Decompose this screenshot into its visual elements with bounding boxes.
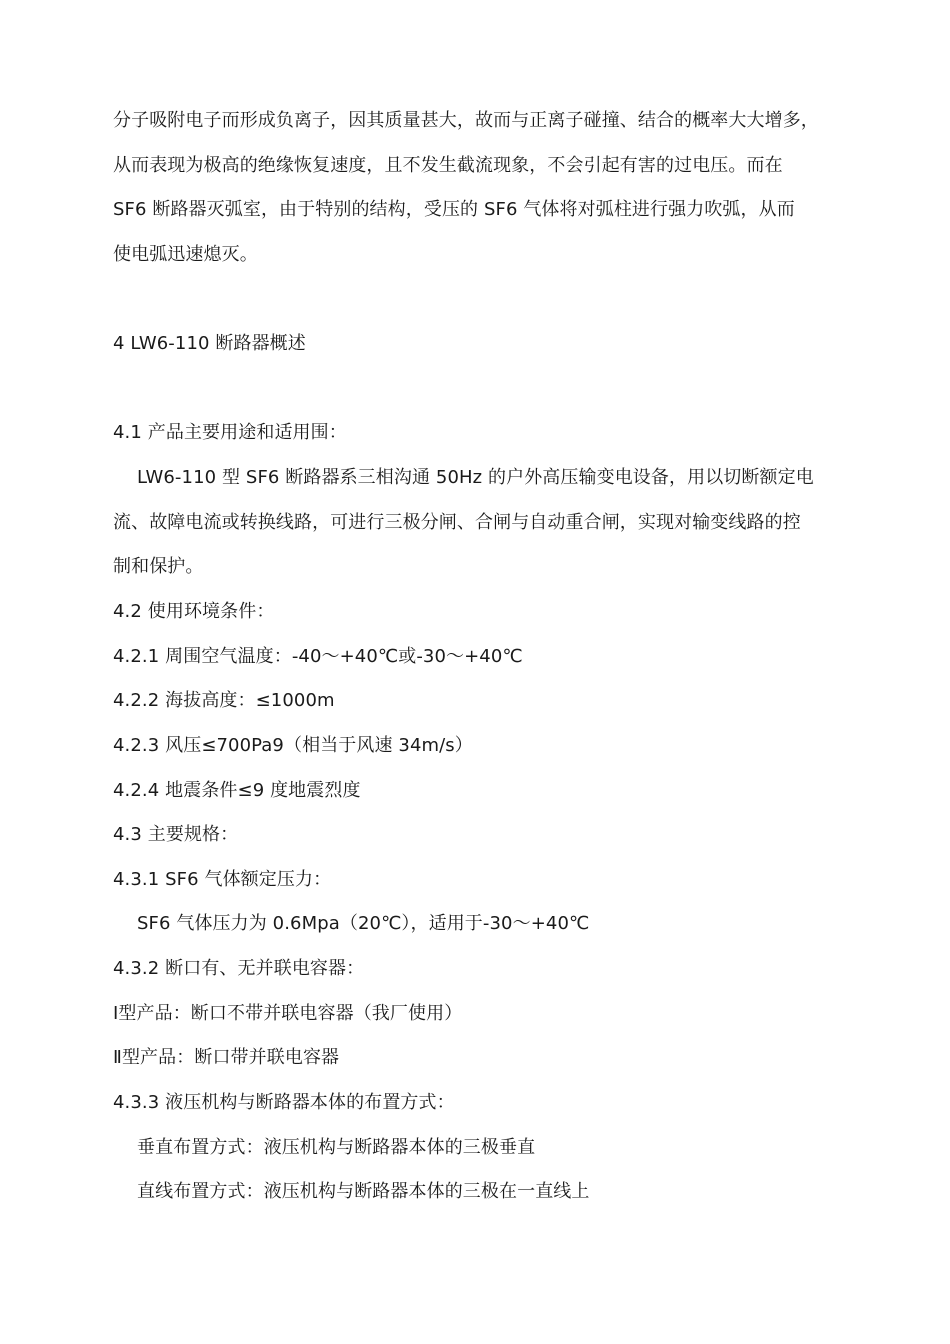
intro-line-3: SF6 断路器灭弧室，由于特别的结构，受压的 SF6 气体将对弧柱进行强力吹弧，从而 <box>113 199 795 220</box>
intro-line-4: 使电弧迅速熄灭。 <box>113 244 258 265</box>
section-4-1-body-line-1: LW6-110 型 SF6 断路器系三相沟通 50Hz 的户外高压输变电设备，用以切断额定电 <box>137 467 814 488</box>
section-4-3-1-heading: 4.3.1 SF6 气体额定压力： <box>113 869 332 890</box>
section-4-3-3-heading: 4.3.3 液压机构与断路器本体的布置方式： <box>113 1092 455 1113</box>
section-4-1-body-line-2: 流、故障电流或转换线路，可进行三极分闸、合闸与自动重合闸，实现对输变线路的控 <box>113 512 801 533</box>
section-4-2-1-item: 4.2.1 周围空气温度：-40～+40℃或-30～+40℃ <box>113 646 523 667</box>
section-4-2-heading: 4.2 使用环境条件： <box>113 601 275 622</box>
section-4-3-2-type-1: Ⅰ型产品：断口不带并联电容器（我厂使用） <box>113 1003 463 1024</box>
section-4-1-body-line-3: 制和保护。 <box>113 556 204 577</box>
section-4-3-3-straight: 直线布置方式：液压机构与断路器本体的三极在一直线上 <box>137 1181 590 1202</box>
intro-line-2: 从而表现为极高的绝缘恢复速度，且不发生截流现象，不会引起有害的过电压。而在 <box>113 155 783 176</box>
section-4-3-3-vertical: 垂直布置方式：液压机构与断路器本体的三极垂直 <box>137 1137 536 1158</box>
section-4-2-3-item: 4.2.3 风压≤700Pa9（相当于风速 34m/s） <box>113 735 473 756</box>
section-4-3-2-heading: 4.3.2 断口有、无并联电容器： <box>113 958 365 979</box>
section-4-heading: 4 LW6-110 断路器概述 <box>113 333 306 354</box>
section-4-3-heading: 4.3 主要规格： <box>113 824 239 845</box>
section-4-3-2-type-2: Ⅱ型产品：断口带并联电容器 <box>113 1047 340 1068</box>
section-4-3-1-body: SF6 气体压力为 0.6Mpa（20℃），适用于-30～+40℃ <box>137 913 590 934</box>
intro-line-1: 分子吸附电子而形成负离子，因其质量甚大，故而与正离子碰撞、结合的概率大大增多， <box>113 110 819 131</box>
section-4-1-heading: 4.1 产品主要用途和适用围： <box>113 422 347 443</box>
section-4-2-4-item: 4.2.4 地震条件≤9 度地震烈度 <box>113 780 361 801</box>
section-4-2-2-item: 4.2.2 海拔高度：≤1000m <box>113 690 335 711</box>
